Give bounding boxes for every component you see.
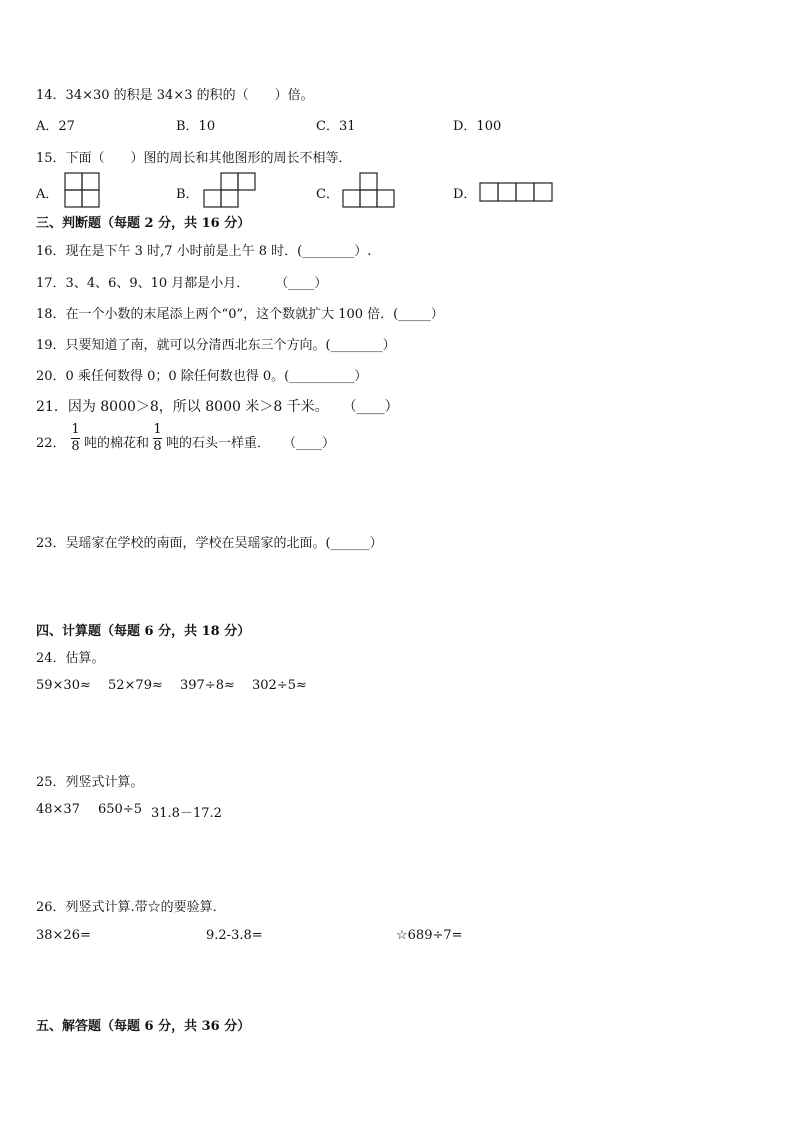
question-16: 16．现在是下午 3 时,7 小时前是上午 8 时．(________）.: [36, 244, 372, 259]
question-22-middle: 吨的棉花和: [84, 436, 150, 451]
fraction-numerator: 1: [153, 422, 162, 437]
question-24-title: 24．估算。: [36, 651, 105, 666]
section-3-heading: 三、判断题（每题 2 分，共 16 分）: [36, 216, 251, 231]
q15-shape-c: [340, 172, 398, 210]
question-22-number: 22．: [36, 436, 66, 451]
q14-option-b: B．10: [176, 119, 216, 134]
question-17: 17．3、4、6、9、10 月都是小月． （____）: [36, 276, 328, 291]
fraction-numerator: 1: [71, 422, 80, 437]
q24-item-2: 52×79≈: [108, 678, 163, 693]
q25-item-3: 31.8－17.2: [151, 806, 222, 821]
section-4-heading: 四、计算题（每题 6 分，共 18 分）: [36, 624, 251, 639]
q14-option-a: A．27: [36, 119, 75, 134]
q25-item-2: 650÷5: [98, 802, 142, 817]
fraction-denominator: 8: [71, 439, 80, 454]
question-22-end: 吨的石头一样重． （____）: [166, 436, 336, 451]
q24-item-4: 302÷5≈: [252, 678, 307, 693]
q14-option-d: D．100: [453, 119, 502, 134]
q15-option-b-label: B．: [176, 187, 199, 202]
q15-shape-a: [64, 172, 102, 210]
q15-option-c-label: C．: [316, 187, 339, 202]
question-15: 15．下面（ ）图的周长和其他图形的周长不相等．: [36, 151, 352, 166]
q24-item-1: 59×30≈: [36, 678, 91, 693]
q15-shape-d: [479, 182, 555, 204]
q25-item-1: 48×37: [36, 802, 80, 817]
q15-shape-b: [201, 172, 259, 210]
q26-item-2: 9.2-3.8=: [206, 928, 263, 943]
q24-item-3: 397÷8≈: [180, 678, 235, 693]
fraction-one-eighth-a: [71, 423, 80, 454]
fraction-one-eighth-b: [153, 423, 162, 454]
q15-option-d-label: D．: [453, 187, 477, 202]
section-5-heading: 五、解答题（每题 6 分，共 36 分）: [36, 1019, 251, 1034]
question-26-title: 26．列竖式计算.带☆的要验算．: [36, 900, 226, 915]
fraction-denominator: 8: [153, 439, 162, 454]
q14-option-c: C．31: [316, 119, 356, 134]
q26-item-3: ☆689÷7=: [396, 928, 463, 943]
question-21: 21．因为 8000＞8，所以 8000 米＞8 千米。 （____）: [36, 399, 399, 415]
question-23: 23．吴瑶家在学校的南面，学校在吴瑶家的北面。(______）: [36, 536, 383, 551]
question-14: 14．34×30 的积是 34×3 的积的（ ）倍。: [36, 88, 314, 103]
question-25-title: 25．列竖式计算。: [36, 775, 144, 790]
question-19: 19．只要知道了南，就可以分清西北东三个方向。(________）: [36, 338, 396, 353]
q15-option-a-label: A．: [36, 187, 59, 202]
question-20: 20．0 乘任何数得 0；0 除任何数也得 0。(__________）: [36, 369, 368, 384]
q26-item-1: 38×26=: [36, 928, 91, 943]
question-18: 18．在一个小数的末尾添上两个“0”，这个数就扩大 100 倍．(_____）: [36, 307, 444, 322]
